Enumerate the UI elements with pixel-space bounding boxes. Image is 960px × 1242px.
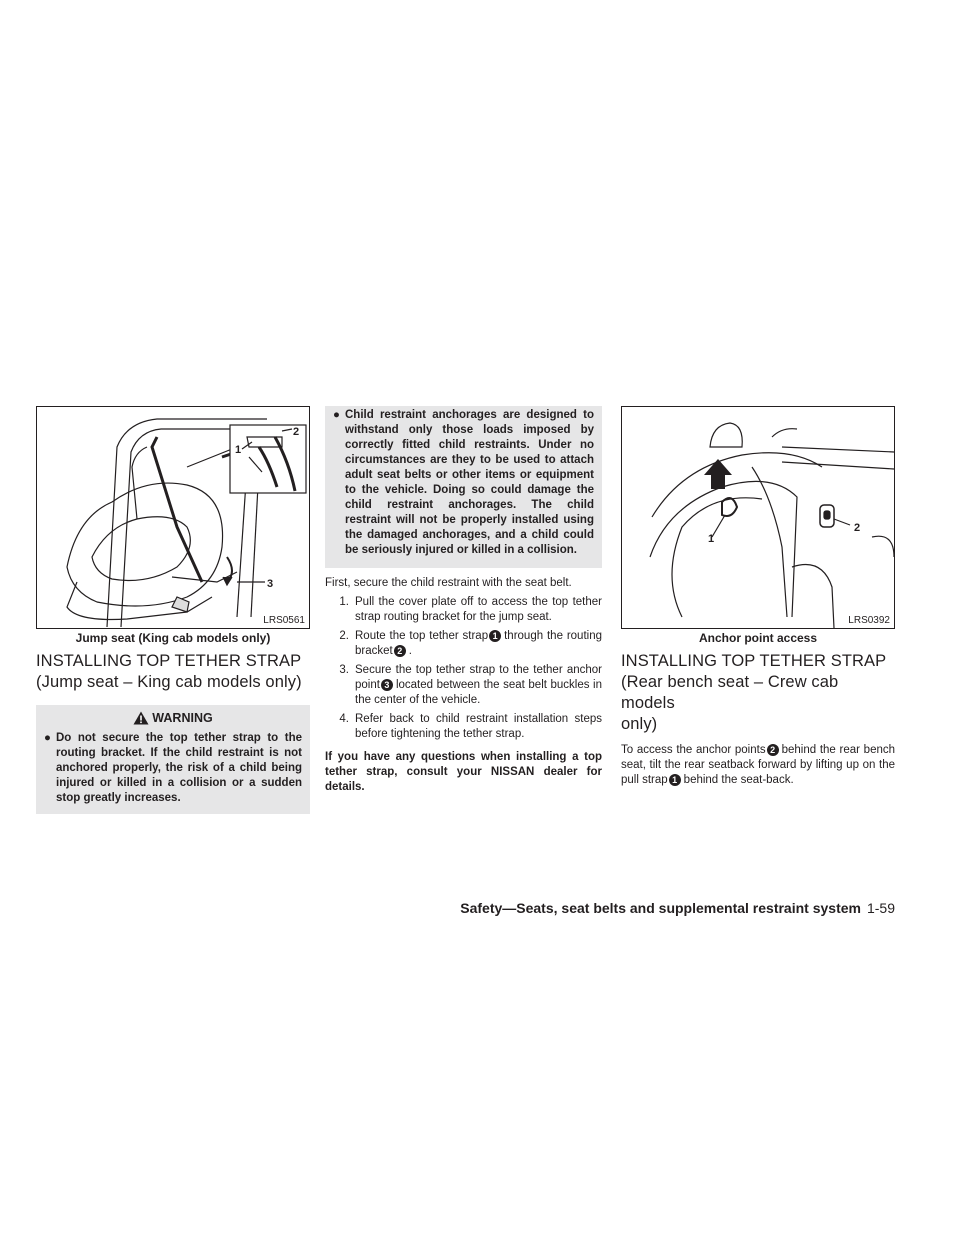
- heading-line-2: (Rear bench seat – Crew cab models: [621, 673, 839, 712]
- text-part: behind the rear bench seat, tilt the rear seatback forward by lifting up on the pull strap: [621, 744, 896, 786]
- step-text: Pull the cover plate off to access the top tether strap routing bracket for the jump seat.: [355, 596, 602, 623]
- figure-jump-seat: [36, 406, 310, 629]
- page-footer: [400, 900, 895, 916]
- anchor-access-text: [621, 743, 895, 788]
- heading-line-1: INSTALLING TOP TETHER STRAP: [36, 652, 302, 670]
- section-heading: [621, 651, 895, 735]
- callout-2: 2: [293, 426, 300, 438]
- closing-note: If you have any questions when installing a top tether strap, consult your NISSAN dealer for details.: [325, 751, 602, 793]
- callout-1: 1: [235, 444, 242, 456]
- text-part: behind the seat-back.: [683, 774, 794, 786]
- step-number: 1.: [339, 596, 349, 608]
- figure-anchor-point: [621, 406, 895, 629]
- step-3: [325, 663, 602, 708]
- section-heading: [36, 651, 310, 693]
- step-text-part: Secure the top tether strap to the tether anchor point: [355, 664, 602, 691]
- callout-badge: 1: [489, 630, 501, 642]
- callout-3: 3: [267, 578, 274, 590]
- column-left: [36, 406, 310, 814]
- step-number: 3.: [339, 664, 349, 676]
- callout-1: 1: [708, 533, 715, 545]
- step-text: [355, 629, 602, 659]
- figure-code: LRS0561: [263, 615, 305, 626]
- step-text-part: located between the seat belt buckles in the center of the vehicle.: [355, 679, 602, 706]
- warning-box: [36, 705, 310, 814]
- footer-title: Safety—Seats, seat belts and supplemental restraint system: [460, 900, 861, 916]
- heading-line-3: only): [621, 715, 658, 733]
- step-2: [325, 629, 602, 659]
- column-middle: [325, 406, 602, 795]
- warning-icon: [133, 711, 149, 725]
- warning-bullet: [44, 731, 302, 806]
- intro-text: First, secure the child restraint with the seat belt.: [325, 577, 572, 589]
- figure-caption: Anchor point access: [698, 631, 818, 645]
- step-text-part: through the routing bracket: [355, 630, 602, 657]
- warning-text: Child restraint anchorages are designed to withstand only those loads imposed by correctly fitted child restraints. Under no circumstances are they to be used to attach adult seat belts or other items or equipment to the vehicle. Doing so could damage the child restraint anchorages. The child restraint will not be properly installed using the damaged anchorages, and a child could be seriously injured or killed in a collision.: [345, 409, 594, 556]
- callout-badge: 2: [767, 744, 779, 756]
- jump-seat-illustration: [37, 407, 309, 628]
- figure-caption: Jump seat (King cab models only): [75, 631, 271, 645]
- step-text: [355, 663, 602, 708]
- step-text-part: Route the top tether strap: [355, 630, 489, 642]
- callout-badge: 3: [381, 679, 393, 691]
- lift-arrow-icon: [704, 459, 732, 489]
- warning-text: Do not secure the top tether strap to the routing bracket. If the child restraint is not anchored properly, the risk of a child being injured or killed in a collision or a sudden stop greatly increases.: [56, 732, 302, 804]
- figure-code: LRS0392: [848, 615, 890, 626]
- page-number: 1-59: [866, 900, 895, 916]
- warning-box-continued: [325, 406, 602, 568]
- callout-2: 2: [854, 522, 861, 534]
- anchor-point-illustration: [622, 407, 894, 628]
- step-4: [325, 712, 602, 742]
- callout-badge: 2: [394, 645, 406, 657]
- step-text-part: .: [408, 645, 412, 657]
- heading-line-2: (Jump seat – King cab models only): [36, 673, 302, 691]
- column-right: [621, 406, 895, 788]
- text-part: To access the anchor points: [621, 744, 766, 756]
- step-number: 4.: [339, 713, 349, 725]
- step-1: [325, 595, 602, 625]
- step-number: 2.: [339, 630, 349, 642]
- callout-badge: 1: [669, 774, 681, 786]
- bullet-dot: ●: [44, 732, 51, 744]
- bullet-dot: ●: [333, 409, 340, 421]
- heading-line-1: INSTALLING TOP TETHER STRAP: [621, 652, 887, 670]
- warning-label: WARNING: [152, 711, 213, 725]
- warning-bullet: [333, 408, 594, 558]
- step-text: Refer back to child restraint installation steps before tightening the tether strap.: [355, 713, 602, 740]
- warning-header: [44, 711, 302, 725]
